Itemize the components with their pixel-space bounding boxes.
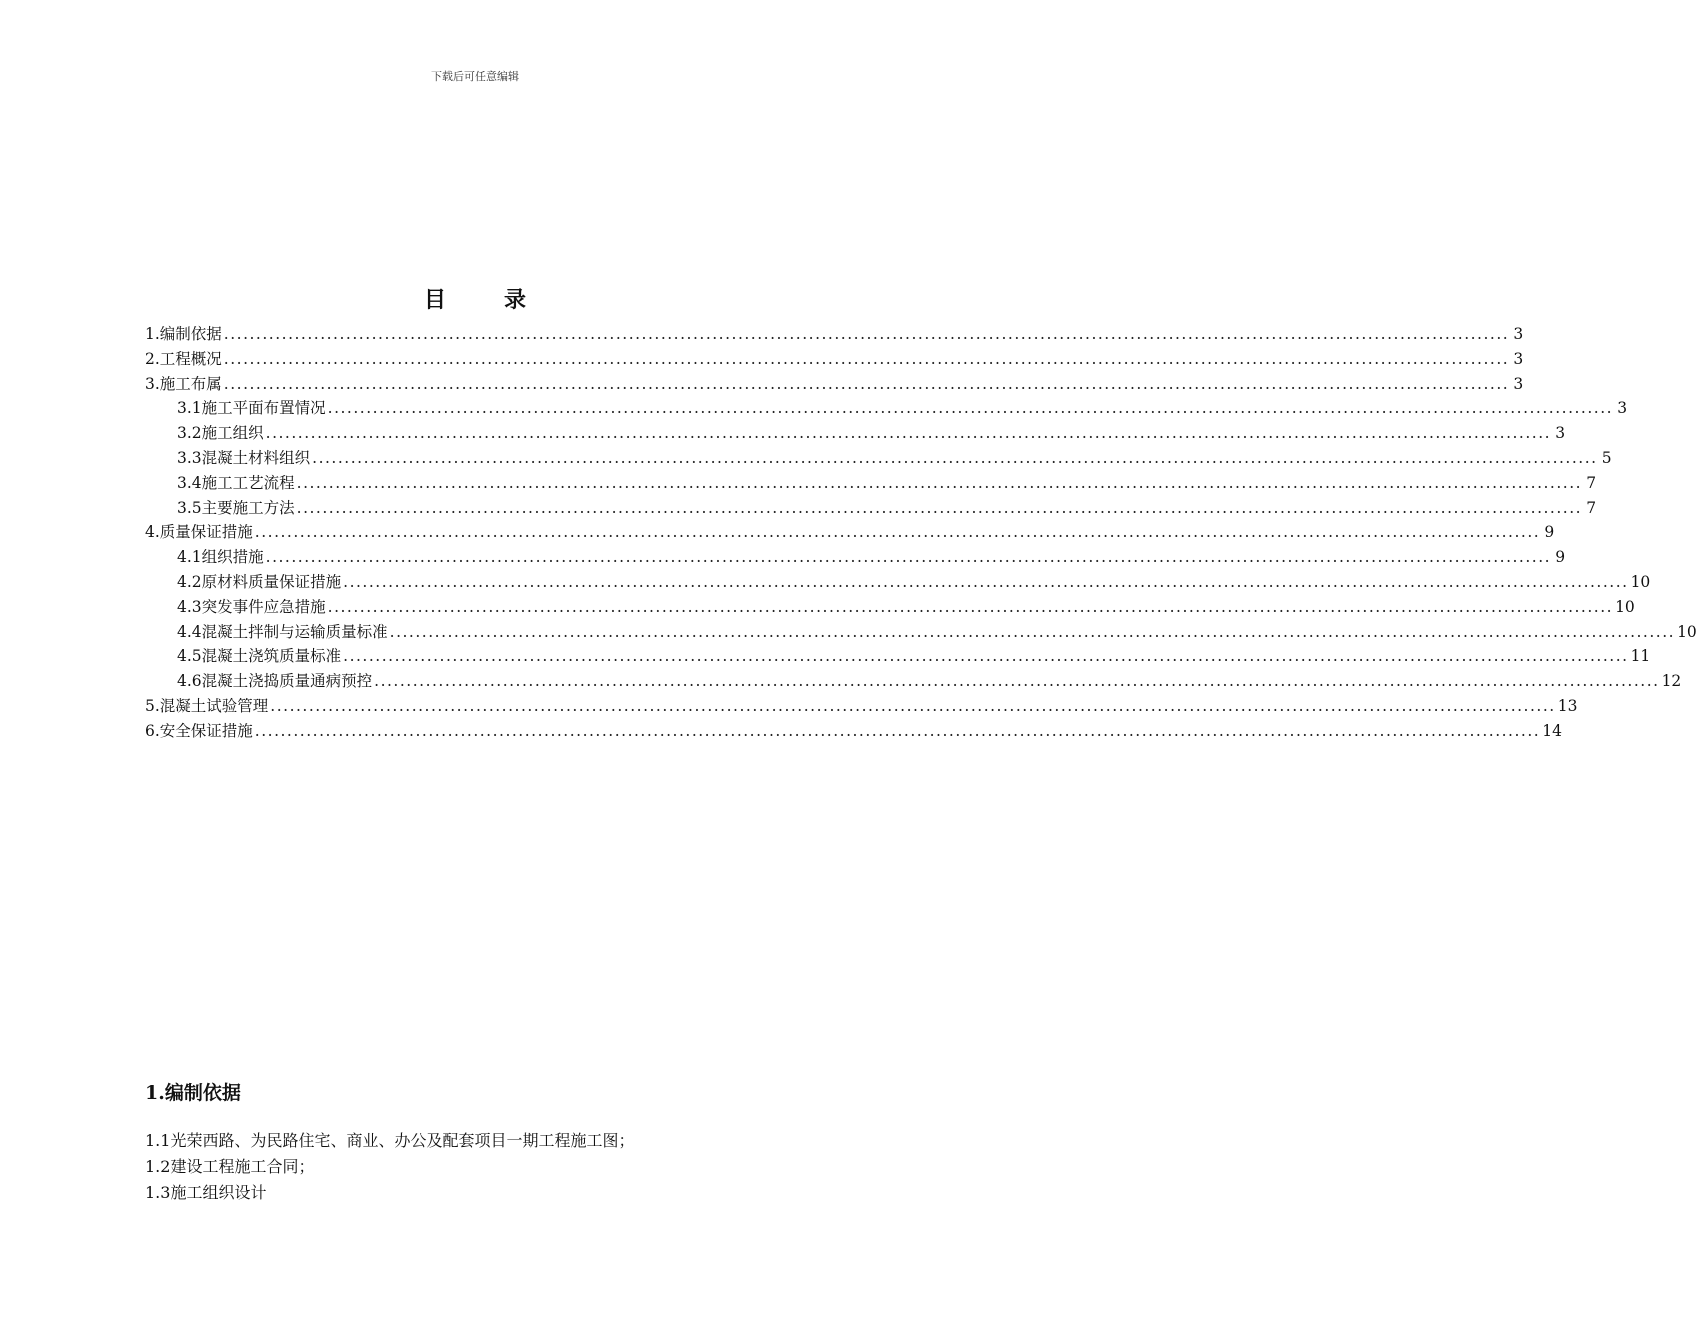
toc-title-left: 目 <box>423 287 446 313</box>
toc-entry-label: 3.施工布属 <box>145 374 222 393</box>
toc-entry-label: 1.编制依据 <box>145 325 222 343</box>
toc-dot-leader: ........................................................................................................................................................................................................ <box>223 325 1510 343</box>
toc-entry-label: 4.2原材料质量保证措施 <box>177 572 342 591</box>
toc-entry[interactable] <box>145 620 1697 645</box>
toc-entry[interactable] <box>145 644 1651 669</box>
toc-entry-label: 4.5混凝土浇筑质量标准 <box>177 647 342 666</box>
toc-entry[interactable] <box>145 372 1524 397</box>
toc-entry-page: 5 <box>1601 448 1612 467</box>
toc-entry-page: 3 <box>1555 424 1566 443</box>
toc-dot-leader: ........................................................................................................................................................................................................ <box>327 399 1614 418</box>
toc-entry[interactable] <box>145 421 1566 446</box>
toc-entry-label: 3.2施工组织 <box>177 424 264 443</box>
toc-dot-leader: ........................................................................................................................................................................................................ <box>296 498 1583 517</box>
toc-dot-leader: ........................................................................................................................................................................................................ <box>270 696 1556 715</box>
toc-entry[interactable] <box>145 496 1597 521</box>
toc-entry-label: 4.6混凝土浇捣质量通病预控 <box>177 672 373 691</box>
toc-entry[interactable] <box>145 595 1635 620</box>
toc-entry-label: 4.质量保证措施 <box>145 523 253 542</box>
toc-dot-leader: ........................................................................................................................................................................................................ <box>223 349 1510 368</box>
toc-entry-label: 4.3突发事件应急措施 <box>177 597 326 616</box>
basis-item: 1.3施工组织设计 <box>145 1183 267 1202</box>
toc-entry[interactable] <box>145 669 1682 694</box>
toc-entry-page: 14 <box>1542 721 1562 740</box>
toc-entry-page: 7 <box>1586 498 1597 517</box>
page-header-note: 下载后可任意编辑 <box>431 70 519 83</box>
toc-entry[interactable] <box>145 694 1578 719</box>
toc-entry-label: 3.1施工平面布置情况 <box>177 399 326 418</box>
toc-entry-label: 4.1组织措施 <box>177 548 264 567</box>
basis-item: 1.1光荣西路、为民路住宅、商业、办公及配套项目一期工程施工图； <box>145 1131 635 1150</box>
toc-entry-label: 4.4混凝土拌制与运输质量标准 <box>177 622 388 641</box>
toc-entry-label: 2.工程概况 <box>145 349 222 368</box>
toc-entry-page: 9 <box>1544 523 1555 542</box>
toc-entry[interactable] <box>145 446 1612 471</box>
toc-entry[interactable] <box>145 719 1562 744</box>
toc-dot-leader: ........................................................................................................................................................................................................ <box>343 572 1629 591</box>
toc-entry[interactable] <box>145 545 1566 570</box>
toc-entry[interactable] <box>145 347 1524 372</box>
toc-entry-page: 13 <box>1557 696 1578 715</box>
toc-dot-leader: ........................................................................................................................................................................................................ <box>223 374 1510 393</box>
toc-dot-leader: ........................................................................................................................................................................................................ <box>254 721 1541 740</box>
toc-entry-label: 3.3混凝土材料组织 <box>177 448 311 467</box>
toc-entry-page: 10 <box>1630 572 1651 591</box>
toc-entry[interactable] <box>145 471 1597 496</box>
toc-entry-page: 3 <box>1513 374 1524 393</box>
toc-entry-label: 5.混凝土试验管理 <box>145 696 269 715</box>
toc-dot-leader: ........................................................................................................................................................................................................ <box>254 523 1541 542</box>
toc-entry-page: 10 <box>1615 597 1635 616</box>
toc-dot-leader: ........................................................................................................................................................................................................ <box>312 448 1598 467</box>
section-body <box>145 1128 825 1206</box>
toc-entry-label: 6.安全保证措施 <box>145 721 253 740</box>
toc-title-right: 录 <box>504 287 527 313</box>
toc-dot-leader: ........................................................................................................................................................................................................ <box>389 622 1676 641</box>
toc-dot-leader: ........................................................................................................................................................................................................ <box>265 548 1552 567</box>
toc-entry-page: 3 <box>1513 349 1524 368</box>
toc-entry-page: 9 <box>1555 548 1566 567</box>
toc-entry-label: 3.5主要施工方法 <box>177 498 295 517</box>
toc-entry-page: 7 <box>1586 473 1597 492</box>
toc-dot-leader: ........................................................................................................................................................................................................ <box>343 647 1629 666</box>
toc-entry-page: 3 <box>1617 399 1628 418</box>
toc-dot-leader: ........................................................................................................................................................................................................ <box>374 672 1660 691</box>
toc-dot-leader: ........................................................................................................................................................................................................ <box>327 597 1614 616</box>
toc-entry[interactable] <box>145 396 1628 421</box>
toc-entry-page: 10 <box>1677 622 1697 641</box>
toc-entry[interactable] <box>145 570 1651 595</box>
toc-entry-page: 11 <box>1630 647 1651 666</box>
toc-entry-label: 3.4施工工艺流程 <box>177 473 295 492</box>
toc-title <box>0 283 950 314</box>
toc-dot-leader: ........................................................................................................................................................................................................ <box>265 424 1552 443</box>
toc-entry[interactable] <box>145 520 1555 545</box>
toc-entry-page: 12 <box>1661 672 1682 691</box>
table-of-contents <box>145 322 1697 744</box>
toc-entry-page: 3 <box>1513 325 1524 343</box>
toc-entry[interactable] <box>145 322 1524 347</box>
basis-item: 1.2建设工程施工合同； <box>145 1157 315 1176</box>
section-heading: 1.编制依据 <box>145 1082 241 1104</box>
toc-dot-leader: ........................................................................................................................................................................................................ <box>296 473 1583 492</box>
